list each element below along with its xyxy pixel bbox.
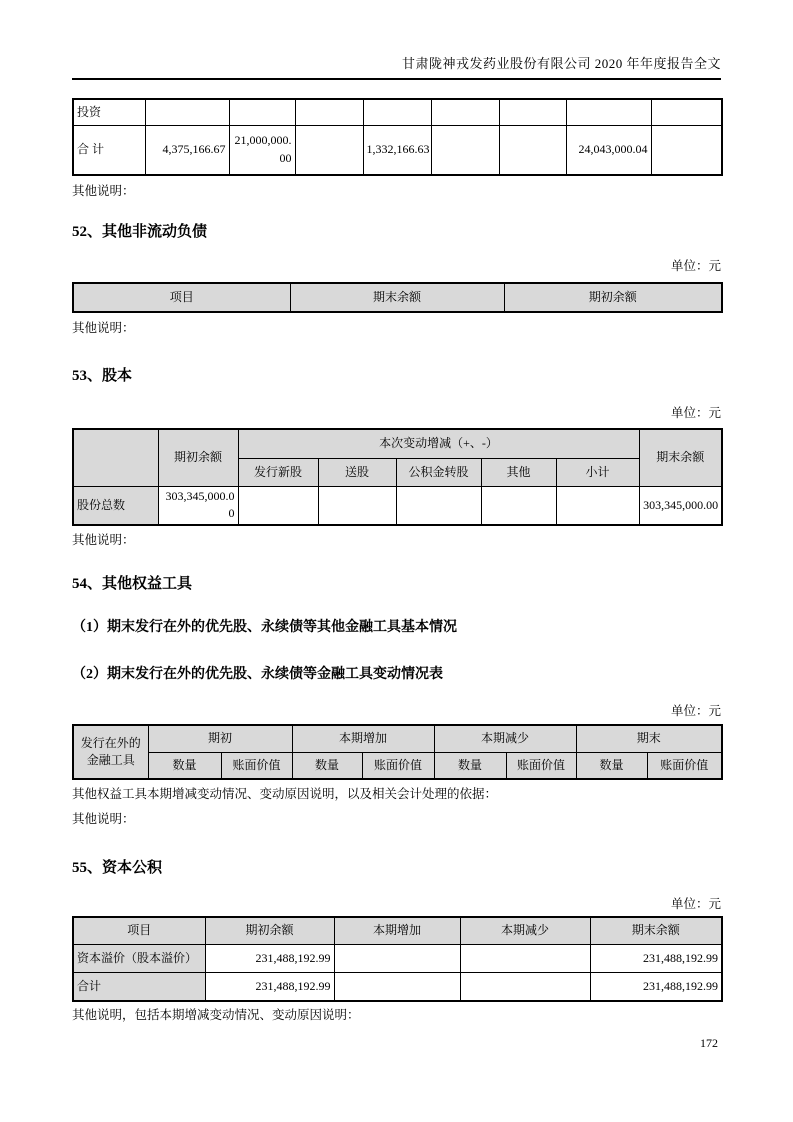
col-header-carrying-value: 账面价值	[362, 752, 434, 779]
empty-cell	[556, 487, 639, 525]
col-header-subtotal: 小计	[556, 459, 639, 487]
col-header-reserve-conversion: 公积金转股	[396, 459, 481, 487]
capital-reserve-table	[72, 916, 723, 1002]
col-header-quantity: 数量	[148, 752, 221, 779]
empty-cell	[363, 99, 431, 125]
amount-cell: 231,488,192.99	[590, 973, 722, 1001]
other-noncurrent-liabilities-table	[72, 282, 723, 313]
unit-label: 单位：元	[670, 405, 721, 420]
corner-empty-cell	[73, 429, 158, 487]
col-header-beginning-balance: 期初余额	[504, 283, 722, 312]
table-row	[73, 917, 722, 945]
col-header-bonus-shares: 送股	[318, 459, 396, 487]
empty-cell	[499, 125, 566, 175]
table-row	[73, 429, 722, 459]
row-label-cell: 股份总数	[73, 487, 158, 525]
empty-cell	[295, 99, 363, 125]
section-53-title: 53、股本	[72, 367, 133, 384]
investment-summary-table	[72, 98, 723, 176]
col-group-increase: 本期增加	[292, 725, 434, 752]
amount-cell: 24,043,000.04	[566, 125, 651, 175]
other-notes-label: 其他说明：	[72, 812, 135, 827]
amount-cell: 21,000,000.00	[229, 125, 295, 175]
section-54-title: 54、其他权益工具	[72, 576, 193, 593]
empty-cell	[566, 99, 651, 125]
col-header-quantity: 数量	[576, 752, 647, 779]
section-52-title: 52、其他非流动负债	[72, 224, 208, 241]
empty-cell	[499, 99, 566, 125]
col-header-other: 其他	[481, 459, 556, 487]
other-notes-label: 其他说明，包括本期增减变动情况、变动原因说明：	[72, 1007, 360, 1022]
empty-cell	[334, 945, 460, 973]
col-header-beginning-balance: 期初余额	[205, 917, 334, 945]
empty-cell	[238, 487, 318, 525]
table-row	[73, 99, 722, 125]
empty-cell	[481, 487, 556, 525]
col-header-carrying-value: 账面价值	[221, 752, 292, 779]
empty-cell	[431, 99, 499, 125]
empty-cell	[229, 99, 295, 125]
col-group-decrease: 本期减少	[434, 725, 576, 752]
page-header	[72, 0, 721, 80]
amount-cell: 1,332,166.63	[363, 125, 431, 175]
corner-header-cell: 发行在外的金融工具	[73, 725, 148, 779]
col-header-item: 项目	[73, 283, 290, 312]
other-notes-label: 其他说明：	[72, 321, 135, 336]
empty-cell	[460, 973, 590, 1001]
empty-cell	[431, 125, 499, 175]
col-header-beginning-balance: 期初余额	[158, 429, 238, 487]
empty-cell	[460, 945, 590, 973]
col-header-new-shares: 发行新股	[238, 459, 318, 487]
amount-cell: 231,488,192.99	[590, 945, 722, 973]
row-label-cell: 投资	[73, 99, 145, 125]
table-row	[73, 487, 722, 525]
col-header-increase: 本期增加	[334, 917, 460, 945]
other-notes-label: 其他说明：	[72, 532, 135, 547]
share-capital-table	[72, 428, 723, 526]
row-label-cell: 合 计	[73, 125, 145, 175]
other-notes-label: 其他说明：	[72, 184, 135, 198]
col-header-change-group: 本次变动增减（+、-）	[238, 429, 639, 459]
empty-cell	[334, 973, 460, 1001]
empty-cell	[651, 125, 722, 175]
amount-cell: 303,345,000.00	[158, 487, 238, 525]
empty-cell	[295, 125, 363, 175]
table-row	[73, 973, 722, 1001]
other-equity-instruments-table	[72, 724, 723, 780]
col-header-quantity: 数量	[292, 752, 362, 779]
table-row	[73, 945, 722, 973]
sub-item-1-title: （1）期末发行在外的优先股、永续债等其他金融工具基本情况	[72, 620, 457, 636]
table-row	[73, 725, 722, 752]
col-header-carrying-value: 账面价值	[506, 752, 576, 779]
equity-change-explanation-label: 其他权益工具本期增减变动情况、变动原因说明，以及相关会计处理的依据：	[72, 787, 498, 802]
amount-cell: 231,488,192.99	[205, 945, 334, 973]
table-row	[73, 283, 722, 312]
amount-cell: 231,488,192.99	[205, 973, 334, 1001]
table-row	[73, 125, 722, 175]
table-row	[73, 752, 722, 779]
report-header-title: 甘肃陇神戎发药业股份有限公司 2020 年年度报告全文	[401, 56, 721, 71]
empty-cell	[145, 99, 229, 125]
col-group-ending: 期末	[576, 725, 722, 752]
row-label-cell: 合计	[73, 973, 205, 1001]
amount-cell: 4,375,166.67	[145, 125, 229, 175]
page-number: 172	[700, 1036, 718, 1050]
amount-cell: 303,345,000.00	[639, 487, 722, 525]
col-header-ending-balance: 期末余额	[639, 429, 722, 487]
col-header-carrying-value: 账面价值	[647, 752, 722, 779]
unit-label: 单位：元	[670, 704, 721, 719]
col-group-beginning: 期初	[148, 725, 292, 752]
empty-cell	[318, 487, 396, 525]
section-55-title: 55、资本公积	[72, 859, 163, 876]
empty-cell	[651, 99, 722, 125]
col-header-quantity: 数量	[434, 752, 506, 779]
col-header-ending-balance: 期末余额	[290, 283, 504, 312]
row-label-cell: 资本溢价（股本溢价）	[73, 945, 205, 973]
col-header-item: 项目	[73, 917, 205, 945]
col-header-decrease: 本期减少	[460, 917, 590, 945]
unit-label: 单位：元	[670, 259, 721, 274]
sub-item-2-title: （2）期末发行在外的优先股、永续债等金融工具变动情况表	[72, 667, 443, 683]
empty-cell	[396, 487, 481, 525]
col-header-ending-balance: 期末余额	[590, 917, 722, 945]
unit-label: 单位：元	[670, 896, 721, 911]
